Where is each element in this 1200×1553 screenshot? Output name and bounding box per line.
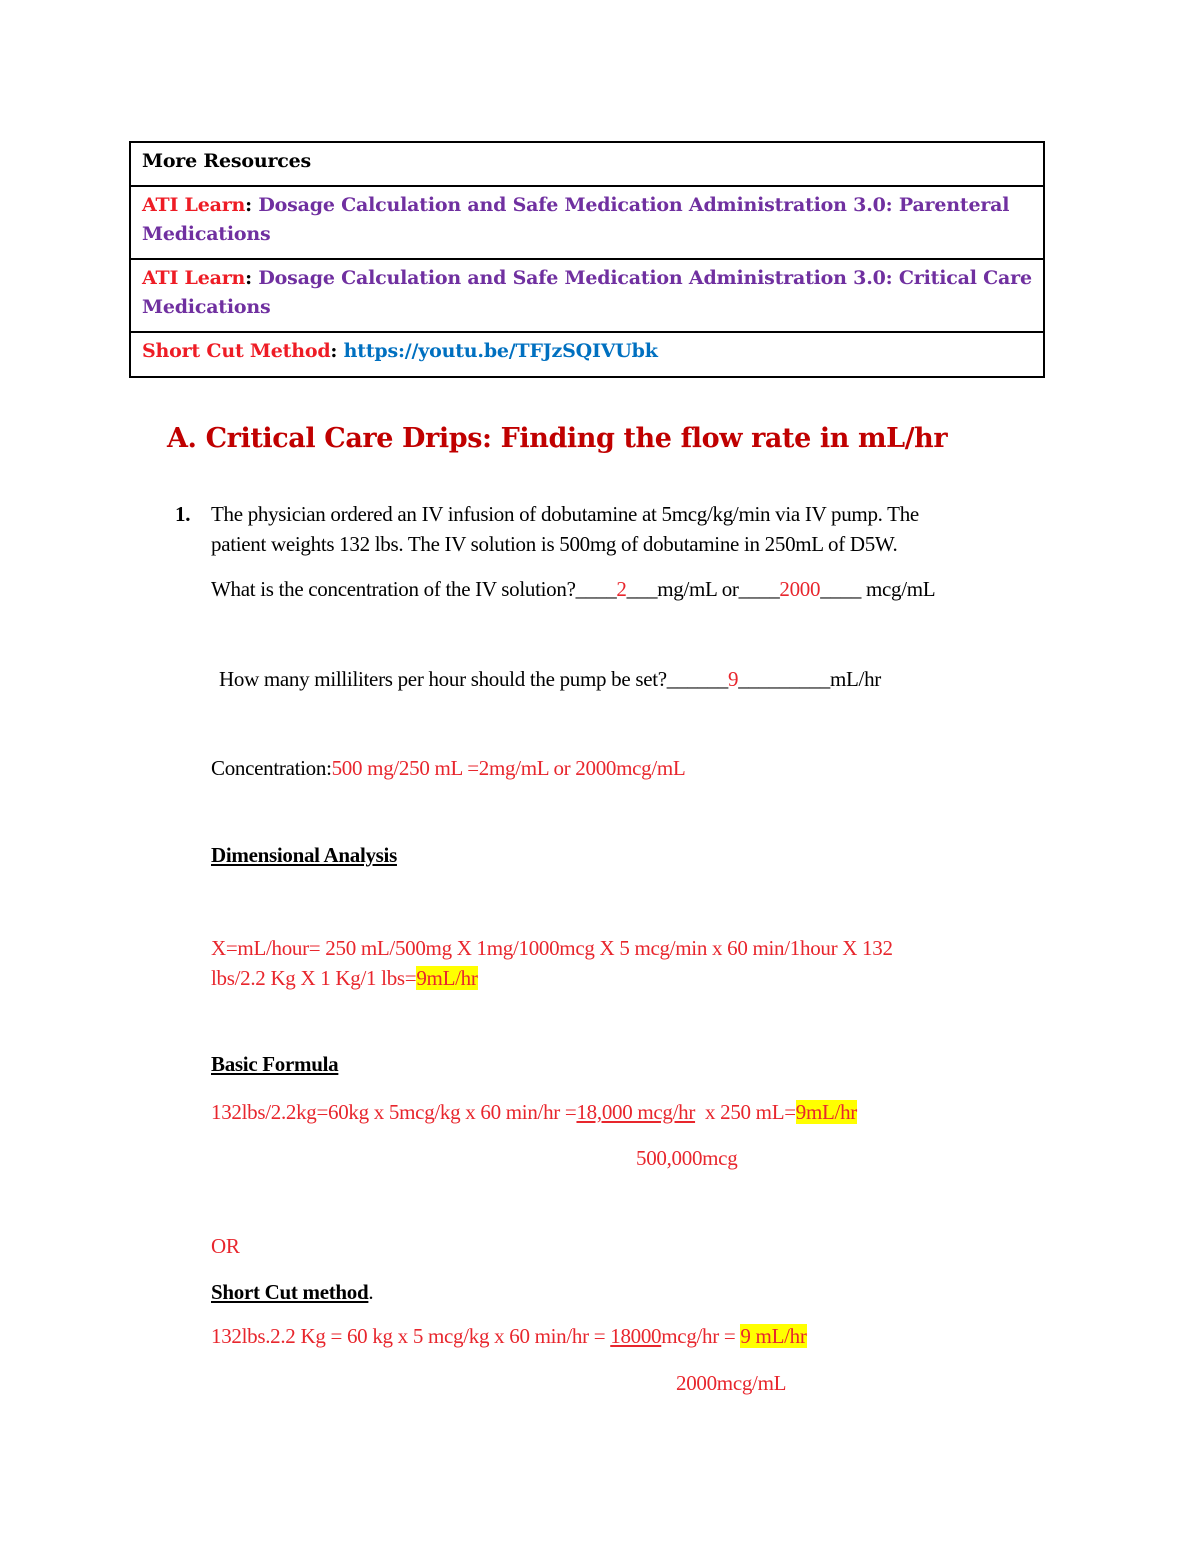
answer-mcg-per-ml: 2000 [779, 577, 821, 601]
dimensional-analysis-title: Dimensional Analysis [211, 843, 397, 867]
resource-link-critical-care-cont[interactable]: Medications [142, 296, 271, 318]
resource-row-parenteral [131, 187, 1043, 260]
short-cut-work [211, 1321, 807, 1351]
resource-link-parenteral[interactable]: Dosage Calculation and Safe Medication Administration 3.0: Parenteral [258, 194, 1010, 216]
resource-row-shortcut [131, 333, 1043, 376]
dimensional-answer: 9mL/hr [416, 966, 478, 990]
short-cut-part: mcg/hr = [661, 1324, 741, 1348]
problem-line-1: The physician ordered an IV infusion of dobutamine at 5mcg/kg/min via IV pump. The [211, 502, 919, 526]
resource-prefix: ATI Learn [142, 194, 246, 216]
concentration-value: 500 mg/250 mL =2mg/mL or 2000mcg/mL [331, 756, 686, 780]
question-text: ____ mcg/mL [820, 577, 936, 601]
or-label: OR [211, 1234, 240, 1258]
shortcut-video-link[interactable]: https://youtu.be/TFJzSQIVUbk [343, 340, 658, 362]
short-cut-title: Short Cut method [211, 1280, 369, 1304]
dimensional-analysis-work [211, 933, 893, 993]
concentration-line [211, 753, 685, 783]
basic-formula-answer: 9mL/hr [795, 1100, 857, 1124]
question-text: What is the concentration of the IV solution?____ [211, 577, 617, 601]
question-text: _________mL/hr [738, 667, 881, 691]
resource-sep: : [245, 267, 259, 289]
answer-ml-per-hr: 9 [727, 667, 739, 691]
resource-row-critical-care [131, 260, 1043, 333]
basic-formula-part: 132lbs/2.2kg=60kg x 5mcg/kg x 60 min/hr = [211, 1100, 577, 1124]
short-cut-denominator: 2000mcg/mL [676, 1371, 787, 1395]
resource-sep: : [245, 194, 259, 216]
short-cut-title-end: . [368, 1280, 374, 1304]
problem-number: 1. [175, 502, 191, 526]
problem-line-2: patient weights 132 lbs. The IV solution is 500mg of dobutamine in 250mL of D5W. [211, 532, 898, 556]
concentration-label: Concentration: [211, 756, 332, 780]
short-cut-answer: 9 mL/hr [740, 1324, 807, 1348]
basic-formula-work [211, 1097, 857, 1127]
resources-header: More Resources [142, 150, 312, 172]
problem-statement [211, 499, 919, 559]
resource-prefix: ATI Learn [142, 267, 246, 289]
resources-header-row [131, 143, 1043, 187]
short-cut-title-line [211, 1277, 373, 1307]
question-concentration [211, 574, 935, 604]
question-text: ___mg/mL or____ [626, 577, 780, 601]
basic-formula-part: x 250 mL= [695, 1100, 796, 1124]
dimensional-line-1: X=mL/hour= 250 mL/500mg X 1mg/1000mcg X 5 mcg/min x 60 min/1hour X 132 [211, 936, 893, 960]
section-letter: A. [167, 423, 197, 454]
section-title: Critical Care Drips: Finding the flow rate in mL/hr [205, 423, 948, 454]
short-cut-numerator: 18000 [610, 1324, 662, 1348]
resource-link-critical-care[interactable]: Dosage Calculation and Safe Medication Administration 3.0: Critical Care [258, 267, 1032, 289]
shortcut-sep: : [330, 340, 344, 362]
shortcut-prefix: Short Cut Method [142, 340, 331, 362]
short-cut-part: 132lbs.2.2 Kg = 60 kg x 5 mcg/kg x 60 min/hr = [211, 1324, 611, 1348]
basic-formula-numerator: 18,000 mcg/hr [576, 1100, 696, 1124]
basic-formula-denominator: 500,000mcg [636, 1146, 738, 1170]
section-heading [167, 423, 947, 454]
question-flow-rate [219, 664, 881, 694]
dimensional-line-2: lbs/2.2 Kg X 1 Kg/1 lbs= [211, 966, 417, 990]
answer-mg-per-ml: 2 [616, 577, 627, 601]
question-text: How many milliliters per hour should the pump be set?______ [219, 667, 728, 691]
basic-formula-title: Basic Formula [211, 1052, 339, 1076]
resource-link-parenteral-cont[interactable]: Medications [142, 223, 271, 245]
resources-table [129, 141, 1045, 378]
